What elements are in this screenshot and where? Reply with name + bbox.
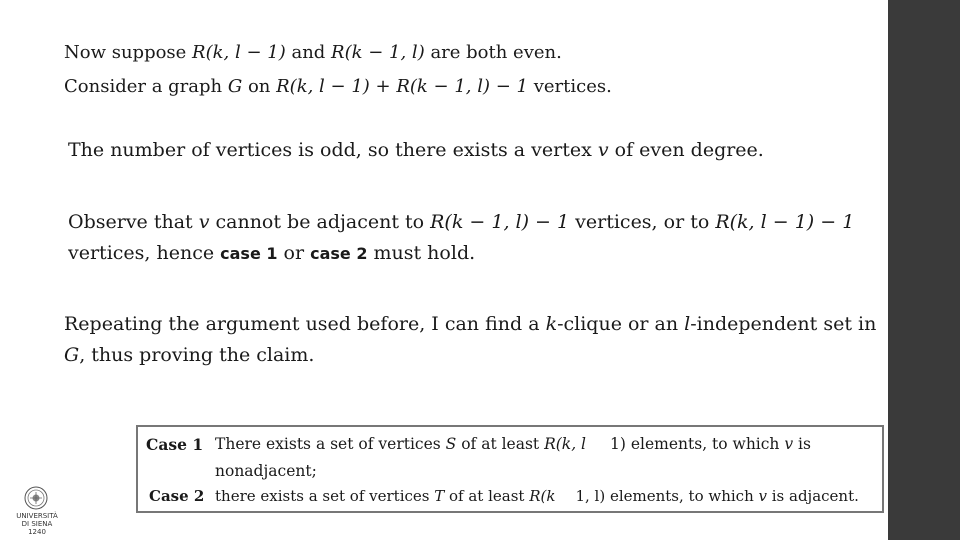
text-line-7: G, thus proving the claim.: [64, 344, 315, 366]
text-line-6: Repeating the argument used before, I can find a k-clique or an l-independent set in: [64, 313, 877, 335]
case-1-label: Case 1: [146, 435, 204, 454]
cases-box: [136, 425, 884, 513]
case-2-label: Case 2: [149, 487, 205, 505]
text-line-5-clip: [68, 240, 488, 262]
seal-icon: [10, 484, 62, 514]
case-1-text-line-2: nonadjacent;: [215, 462, 317, 480]
text-line-4: Observe that v cannot be adjacent to R(k − 1, l) − 1 vertices, or to R(k, l − 1) − 1: [68, 211, 855, 233]
case-1-text-line-1: There exists a set of vertices S of at least R(k, l 1) elements, to which v is: [215, 435, 811, 453]
right-sidebar-bar: [888, 0, 960, 540]
text-line-5: vertices, hence case 1 or case 2 must hold.: [68, 242, 476, 262]
text-line-1: Now suppose R(k, l − 1) and R(k − 1, l) are both even.: [64, 42, 562, 63]
text-line-3: The number of vertices is odd, so there exists a vertex v of even degree.: [68, 139, 764, 161]
text-line-2: Consider a graph G on R(k, l − 1) + R(k − 1, l) − 1 vertices.: [64, 76, 612, 97]
university-logo-text: UNIVERSITÀ DI SIENA 1240: [16, 512, 58, 536]
case-2-text-line-1: there exists a set of vertices T of at least R(k 1, l) elements, to which v is adjacent.: [215, 487, 859, 505]
